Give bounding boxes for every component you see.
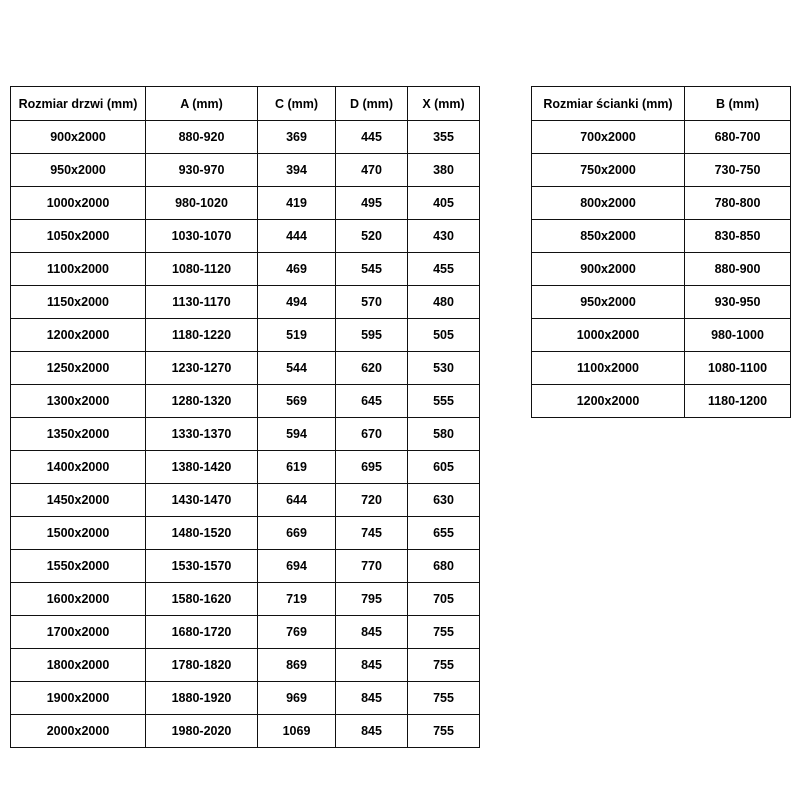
cell-b: 780-800 bbox=[685, 187, 791, 220]
cell-b: 1180-1200 bbox=[685, 385, 791, 418]
cell-x: 580 bbox=[408, 418, 480, 451]
cell-a: 1530-1570 bbox=[146, 550, 258, 583]
cell-a: 1380-1420 bbox=[146, 451, 258, 484]
table-row bbox=[11, 418, 480, 451]
cell-a: 1180-1220 bbox=[146, 319, 258, 352]
cell-wall-size: 850x2000 bbox=[532, 220, 685, 253]
cell-d: 845 bbox=[336, 682, 408, 715]
cell-c: 394 bbox=[258, 154, 336, 187]
cell-x: 755 bbox=[408, 649, 480, 682]
cell-door-size: 1600x2000 bbox=[11, 583, 146, 616]
cell-door-size: 1350x2000 bbox=[11, 418, 146, 451]
cell-d: 445 bbox=[336, 121, 408, 154]
cell-a: 1080-1120 bbox=[146, 253, 258, 286]
cell-c: 769 bbox=[258, 616, 336, 649]
cell-x: 755 bbox=[408, 715, 480, 748]
cell-a: 1430-1470 bbox=[146, 484, 258, 517]
cell-wall-size: 1000x2000 bbox=[532, 319, 685, 352]
door-table-body bbox=[11, 121, 480, 748]
table-row bbox=[11, 649, 480, 682]
cell-x: 505 bbox=[408, 319, 480, 352]
cell-c: 694 bbox=[258, 550, 336, 583]
table-row bbox=[532, 385, 791, 418]
table-row bbox=[532, 121, 791, 154]
cell-door-size: 1100x2000 bbox=[11, 253, 146, 286]
cell-door-size: 1450x2000 bbox=[11, 484, 146, 517]
cell-b: 880-900 bbox=[685, 253, 791, 286]
cell-c: 519 bbox=[258, 319, 336, 352]
cell-c: 1069 bbox=[258, 715, 336, 748]
cell-door-size: 1900x2000 bbox=[11, 682, 146, 715]
cell-c: 494 bbox=[258, 286, 336, 319]
cell-d: 570 bbox=[336, 286, 408, 319]
cell-door-size: 1500x2000 bbox=[11, 517, 146, 550]
door-table-header bbox=[11, 87, 480, 121]
cell-door-size: 1250x2000 bbox=[11, 352, 146, 385]
cell-d: 745 bbox=[336, 517, 408, 550]
cell-a: 1230-1270 bbox=[146, 352, 258, 385]
cell-door-size: 1300x2000 bbox=[11, 385, 146, 418]
cell-d: 670 bbox=[336, 418, 408, 451]
table-row bbox=[11, 286, 480, 319]
cell-door-size: 1400x2000 bbox=[11, 451, 146, 484]
cell-x: 630 bbox=[408, 484, 480, 517]
cell-door-size: 1150x2000 bbox=[11, 286, 146, 319]
cell-c: 419 bbox=[258, 187, 336, 220]
cell-wall-size: 750x2000 bbox=[532, 154, 685, 187]
cell-c: 569 bbox=[258, 385, 336, 418]
cell-b: 980-1000 bbox=[685, 319, 791, 352]
table-row bbox=[532, 154, 791, 187]
cell-c: 369 bbox=[258, 121, 336, 154]
cell-door-size: 950x2000 bbox=[11, 154, 146, 187]
cell-d: 845 bbox=[336, 649, 408, 682]
cell-a: 880-920 bbox=[146, 121, 258, 154]
cell-x: 755 bbox=[408, 682, 480, 715]
table-row bbox=[532, 220, 791, 253]
cell-b: 680-700 bbox=[685, 121, 791, 154]
cell-c: 619 bbox=[258, 451, 336, 484]
column-header-c: C (mm) bbox=[258, 87, 336, 121]
cell-door-size: 1550x2000 bbox=[11, 550, 146, 583]
cell-x: 380 bbox=[408, 154, 480, 187]
table-row bbox=[11, 121, 480, 154]
cell-x: 605 bbox=[408, 451, 480, 484]
table-row bbox=[11, 616, 480, 649]
cell-c: 594 bbox=[258, 418, 336, 451]
cell-x: 680 bbox=[408, 550, 480, 583]
cell-a: 1980-2020 bbox=[146, 715, 258, 748]
cell-x: 555 bbox=[408, 385, 480, 418]
cell-x: 530 bbox=[408, 352, 480, 385]
table-row bbox=[11, 220, 480, 253]
table-row bbox=[11, 715, 480, 748]
cell-door-size: 2000x2000 bbox=[11, 715, 146, 748]
column-header-a: A (mm) bbox=[146, 87, 258, 121]
wall-size-table bbox=[531, 86, 791, 418]
cell-d: 495 bbox=[336, 187, 408, 220]
cell-d: 520 bbox=[336, 220, 408, 253]
cell-a: 1680-1720 bbox=[146, 616, 258, 649]
cell-c: 544 bbox=[258, 352, 336, 385]
cell-d: 845 bbox=[336, 715, 408, 748]
cell-x: 455 bbox=[408, 253, 480, 286]
cell-d: 470 bbox=[336, 154, 408, 187]
cell-x: 430 bbox=[408, 220, 480, 253]
column-header-wall-size: Rozmiar ścianki (mm) bbox=[532, 87, 685, 121]
table-row bbox=[11, 550, 480, 583]
cell-a: 1280-1320 bbox=[146, 385, 258, 418]
cell-a: 1580-1620 bbox=[146, 583, 258, 616]
table-header-row bbox=[532, 87, 791, 121]
cell-x: 480 bbox=[408, 286, 480, 319]
wall-table-body bbox=[532, 121, 791, 418]
cell-c: 719 bbox=[258, 583, 336, 616]
cell-x: 755 bbox=[408, 616, 480, 649]
cell-x: 355 bbox=[408, 121, 480, 154]
cell-a: 1480-1520 bbox=[146, 517, 258, 550]
cell-x: 655 bbox=[408, 517, 480, 550]
cell-c: 869 bbox=[258, 649, 336, 682]
cell-d: 695 bbox=[336, 451, 408, 484]
cell-d: 645 bbox=[336, 385, 408, 418]
cell-b: 930-950 bbox=[685, 286, 791, 319]
cell-d: 595 bbox=[336, 319, 408, 352]
cell-door-size: 1800x2000 bbox=[11, 649, 146, 682]
cell-c: 444 bbox=[258, 220, 336, 253]
cell-wall-size: 1200x2000 bbox=[532, 385, 685, 418]
cell-wall-size: 900x2000 bbox=[532, 253, 685, 286]
cell-door-size: 900x2000 bbox=[11, 121, 146, 154]
table-row bbox=[11, 253, 480, 286]
cell-a: 1780-1820 bbox=[146, 649, 258, 682]
cell-c: 644 bbox=[258, 484, 336, 517]
cell-c: 669 bbox=[258, 517, 336, 550]
cell-a: 1130-1170 bbox=[146, 286, 258, 319]
cell-d: 770 bbox=[336, 550, 408, 583]
table-row bbox=[11, 187, 480, 220]
cell-wall-size: 800x2000 bbox=[532, 187, 685, 220]
wall-table-header bbox=[532, 87, 791, 121]
table-row bbox=[532, 352, 791, 385]
cell-b: 1080-1100 bbox=[685, 352, 791, 385]
cell-x: 405 bbox=[408, 187, 480, 220]
door-size-table bbox=[10, 86, 480, 748]
cell-a: 1880-1920 bbox=[146, 682, 258, 715]
column-header-x: X (mm) bbox=[408, 87, 480, 121]
table-row bbox=[11, 682, 480, 715]
table-row bbox=[11, 517, 480, 550]
cell-a: 1330-1370 bbox=[146, 418, 258, 451]
cell-b: 830-850 bbox=[685, 220, 791, 253]
cell-door-size: 1700x2000 bbox=[11, 616, 146, 649]
cell-c: 969 bbox=[258, 682, 336, 715]
table-header-row bbox=[11, 87, 480, 121]
cell-d: 720 bbox=[336, 484, 408, 517]
table-row bbox=[11, 352, 480, 385]
cell-d: 845 bbox=[336, 616, 408, 649]
cell-wall-size: 950x2000 bbox=[532, 286, 685, 319]
cell-door-size: 1000x2000 bbox=[11, 187, 146, 220]
cell-a: 1030-1070 bbox=[146, 220, 258, 253]
table-row bbox=[11, 154, 480, 187]
table-row bbox=[532, 253, 791, 286]
table-row bbox=[532, 286, 791, 319]
column-header-door-size: Rozmiar drzwi (mm) bbox=[11, 87, 146, 121]
table-row bbox=[532, 187, 791, 220]
table-row bbox=[11, 385, 480, 418]
column-header-b: B (mm) bbox=[685, 87, 791, 121]
table-row bbox=[11, 451, 480, 484]
cell-a: 980-1020 bbox=[146, 187, 258, 220]
table-row bbox=[532, 319, 791, 352]
table-row bbox=[11, 319, 480, 352]
cell-door-size: 1050x2000 bbox=[11, 220, 146, 253]
cell-wall-size: 700x2000 bbox=[532, 121, 685, 154]
cell-x: 705 bbox=[408, 583, 480, 616]
table-row bbox=[11, 583, 480, 616]
cell-d: 620 bbox=[336, 352, 408, 385]
cell-c: 469 bbox=[258, 253, 336, 286]
cell-d: 545 bbox=[336, 253, 408, 286]
cell-a: 930-970 bbox=[146, 154, 258, 187]
cell-b: 730-750 bbox=[685, 154, 791, 187]
table-row bbox=[11, 484, 480, 517]
cell-wall-size: 1100x2000 bbox=[532, 352, 685, 385]
cell-d: 795 bbox=[336, 583, 408, 616]
cell-door-size: 1200x2000 bbox=[11, 319, 146, 352]
column-header-d: D (mm) bbox=[336, 87, 408, 121]
